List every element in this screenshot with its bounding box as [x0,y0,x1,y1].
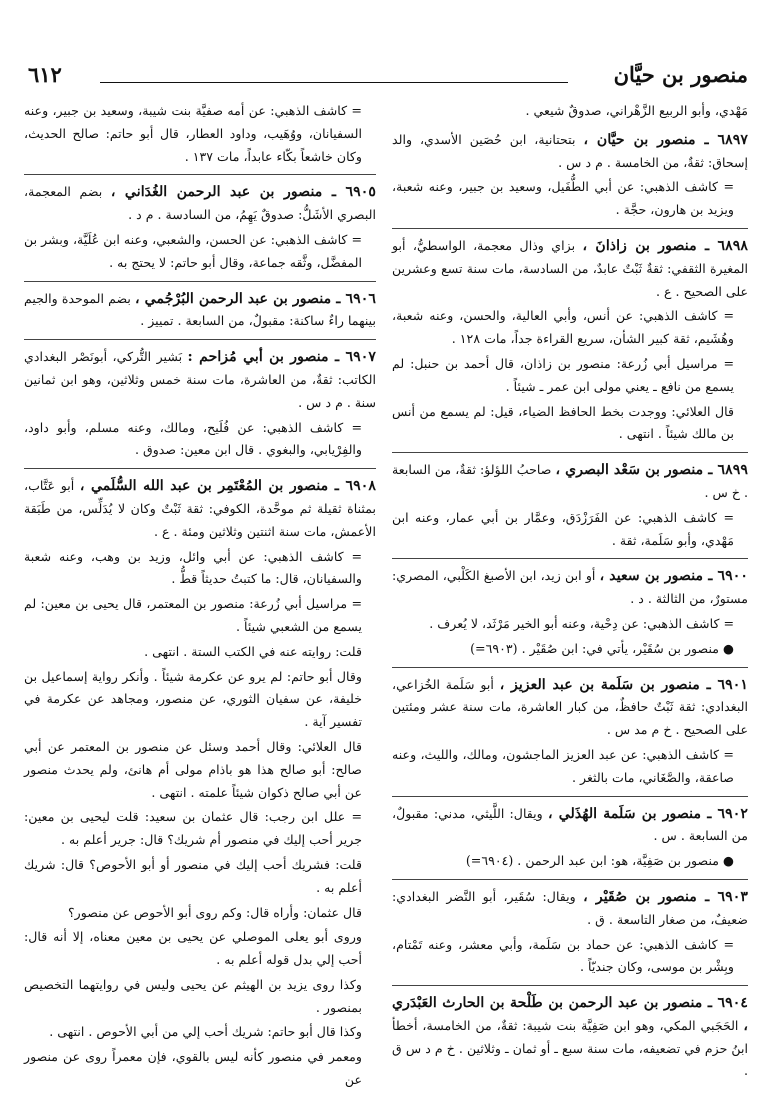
annotation-paragraph: = كاشف الذهبي: عن أمه صفيَّة بنت شيبة، وسعيد بن جبير، وعنه السفيانان، ووُهَيب، وداود العطار، قال أبو حاتم: صالح الحديث، وكان خاشعاً بكّاء عابداً، مات ١٣٧ . [24,103,362,164]
entry-text: صاحبُ اللؤلؤ: ثقةٌ، من السابعة . خ س . [392,462,748,500]
annotation-paragraph: وروى أبو يعلى الموصلي عن يحيى بن معين معناه، إلا أنه قال: أحب إلي بدل قوله أعلم به . [24,929,362,968]
annotation-paragraph: قال العلائي: ووجدت بخط الحافظ الضياء، قيل: لم يسمع من أنس بن مالك شيئاً . انتهى . [392,403,734,442]
annotation-paragraph: قلت: روايته عنه في الكتب الستة . انتهى . [144,643,362,659]
annotation-paragraph: = كاشف الذهبي: عن الحسن، والشعبي، وعنه ابن عُلَيَّة، وبشر بن المفضَّل، وثَّقه جماعة، وقال أبو حاتم: لا يحتج به . [24,231,362,270]
entry-divider [392,879,748,880]
entry-heading: ٦٩٠٥ ـ منصور بن عبد الرحمن الغُدَاني ، [110,184,376,201]
entry-heading: ٦٩٠٣ ـ منصور بن صُقَيْر ، [583,888,748,905]
biography-entry [24,346,376,414]
entry-heading: ٦٨٩٧ ـ منصور بن حيَّان ، [583,131,748,148]
entry-text: ويقال: اللَّيثي، مدني: مقبولٌ، من السابعة . س . [392,805,748,844]
entry-divider [392,558,748,559]
annotation-paragraph: وقال أبو حاتم: لم يرو عن عكرمة شيئاً . وأنكر رواية إسماعيل بن خليفة، عن سفيان الثوري، عن منصور، ومجاهد عن عكرمة في تفسير آية . [24,668,362,730]
page-header [28,62,748,96]
entry-text: بَشير التُّركي، أبونَصْر البغدادي الكاتب: ثقةٌ، من العاشرة، مات سنة خمس وثلاثين، وهو ابن ثمانين سنة . م د س . [24,349,376,410]
biography-entry [392,235,748,303]
biography-entry [392,459,748,505]
right-column [392,100,748,1085]
biography-entry [24,288,376,334]
entry-text: أبو سَلَمة الخُزاعي، البغدادي: ثقة ثَبْتٌ حافظٌ، من كبار العاشرة، مات سنة عشر ومئتين على الصحيح . خ م مد س . [392,676,748,738]
entry-heading: ٦٩٠٠ ـ منصور بن سعيد ، [599,568,748,585]
annotation-paragraph: ● منصور بن صَفِيَّة، هو: ابن عبد الرحمن . (٦٩٠٤=) [465,853,734,869]
entry-heading: ٦٩٠٧ ـ منصور بن أبي مُزاحم : [187,349,376,366]
annotation-paragraph: = مراسيل أبي زُرعة: منصور بن المعتمر، قال يحيى بن معين: لم يسمع من الشعبي شيئاً . [24,596,362,634]
annotation-paragraph: = مراسيل أبي زُرعة: منصور بن زاذان، قال أحمد بن حنبل: لم يسمع من نافع ـ يعني مولى ابن عمر ـ شيئاً . [392,355,734,394]
entry-divider [24,174,376,175]
entry-divider [24,339,376,340]
annotation-paragraph: ومعمر في منصور كأنه ليس بالقوي، فإن معمراً روى عن منصور عن [24,1049,362,1088]
entry-heading: ٦٩٠٤ ـ منصور بن عبد الرحمن بن طَلْحة بن الحارث العَبْدَري ، [392,995,748,1034]
annotation-paragraph: ● منصور بن سُقَيْر، يأتي في: ابن صُقَيْر . (٦٩٠٣=) [470,640,734,656]
entry-text: بضم المعجمة، البصري الأشَلُّ: صدوقٌ يَهِمُ، من السادسة . م د . [24,184,376,223]
entry-divider [392,228,748,229]
annotation-paragraph: = كاشف الذهبي: عن حماد بن سَلَمة، وأبي معشر، وعنه تَمْتام، وبِشْر بن موسى، وكان جنديّاً . [392,936,734,975]
entry-text: بزاي وذال معجمة، الواسطيُّ، أبو المغيرة الثقفي: ثقةٌ ثَبْتٌ عابدٌ، من السادسة، مات سنة تسع وعشرين على الصحيح . ع . [392,237,748,299]
entry-divider [392,796,748,797]
entry-divider [24,468,376,469]
annotation-paragraph: = كاشف الذهبي: عن الفَرَزْدَق، وعمَّار بن أبي عمار، وعنه ابن مَهْدي، وأبو سَلَمة، ثقة . [392,509,734,548]
entry-text: ويقال: سُقَير، أبو النَّضر البغدادي: ضعيفٌ، من صغار التاسعة . ق . [392,888,748,927]
continuation-text: مَهْدي، وأبو الربيع الزَّهْراني، صدوقٌ شيعي . [525,103,748,118]
entry-text: بضم الموحدة والجيم بينهما راءٌ ساكنة: مقبولٌ، من السابعة . تمييز . [24,290,376,329]
entry-heading: ٦٨٩٩ ـ منصور بن سَعْد البصري ، [555,462,748,479]
annotation-paragraph: = كاشف الذهبي: عن أبي وائل، وزيد بن وهب، وعنه شعبة والسفيانان، قال: ما كتبتُ حديثاً قطُّ . [24,548,362,587]
annotation-paragraph: وكذا روى يزيد بن الهيثم عن يحيى وليس في روايتهما التخصيص بمنصور . [24,976,362,1015]
entry-text: أبو عَتَّاب، بمثناة ثقيلة ثم موحَّدة، الكوفي: ثقة ثَبْتٌ وكان لا يُدَلِّس، من طَبَقة الأعمش، مات سنة اثنتين وثلاثين ومئة . ع . [24,478,376,539]
running-title: منصور بن حيَّان [613,62,748,87]
entry-heading: ٦٩٠١ ـ منصور بن سَلَمة بن عبد العزيز ، [499,676,748,693]
biography-entry [392,565,748,611]
annotation-paragraph: = كاشف الذهبي: عن عبد العزيز الماجشون، ومالك، والليث، وعنه صاعقة، والصَّغَاني، مات بالثغر . [392,746,734,785]
entry-heading: ٦٩٠٨ ـ منصور بن المُعْتَمِر بن عبد الله السُّلَمي ، [79,478,376,495]
biography-entry [392,886,748,932]
biography-entry [392,992,748,1083]
annotation-paragraph: = كاشف الذهبي: عن أنس، وأبي العالية، والحسن، وعنه شعبة، وهُشَيم، ثقة كبير الشأن، سريع القراءة جداً، مات ١٢٨ . [392,308,734,347]
entry-divider [392,985,748,986]
biography-entry [392,674,748,742]
page-number: ٦١٢ [28,62,62,87]
annotation-paragraph: قال العلائي: وقال أحمد وسئل عن منصور بن المعتمر عن أبي صالح: أبو صالح هذا هو باذام مولى أم هانئ، ولم يحدث منصور عن أبي صالح ذكوان شيئاً علمته . انتهى . [24,738,362,800]
entry-heading: ٦٩٠٢ ـ منصور بن سَلَمة الهُذَلي ، [547,805,748,822]
biography-entry [392,129,748,175]
annotation-paragraph: = علل ابن رجب: قال عثمان بن سعيد: قلت ليحيى بن معين: جرير أحب إليك في منصور أم شريك؟ قال: جرير أعلم به . [24,809,362,848]
header-rule [100,82,568,83]
entry-text: بتحتانية، ابن حُصَين الأسدي، والد إسحاق: ثقةٌ، من الخامسة . م د س . [392,131,748,170]
entry-divider [392,452,748,453]
annotation-paragraph: = كاشف الذهبي: عن أبي الطُّفَيل، وسعيد بن جبير، وعنه شعبة، ويزيد بن هارون، حجَّة . [392,179,734,218]
entry-divider [24,281,376,282]
entry-text: الحَجَبي المكي، وهو ابن صَفِيَّة بنت شيبة: ثقةٌ، من الخامسة، أخطأ ابنُ حزم في تضعيفه، مات سنة سبع ـ أو ثمان ـ وثلاثين . خ م د س ق . [392,1017,748,1079]
biography-entry [24,181,376,227]
annotation-paragraph: قلت: فشريك أحب إليك في منصور أو أبو الأحوص؟ قال: شريك أعلم به . [24,856,362,895]
annotation-paragraph: = كاشف الذهبي: عن دِحْية، وعنه أبو الخير مَرْثَد، لا يُعرف . [429,615,734,631]
entry-divider [392,667,748,668]
entry-heading: ٦٨٩٨ ـ منصور بن زاذانَ ، [582,237,748,254]
annotation-paragraph: وكذا قال أبو حاتم: شريك أحب إلي من أبي الأحوص . انتهى . [49,1024,362,1040]
entry-text: أو ابن زيد، ابن الأصبغ الكَلْبي، المصري: مستورٌ، من الثالثة . د . [392,568,748,607]
annotation-paragraph: قال عثمان: وأراه قال: وكم روى أبو الأحوص عن منصور؟ [68,904,362,920]
biography-entry [392,803,748,849]
entry-heading: ٦٩٠٦ ـ منصور بن عبد الرحمن البُرْجُمي ، [135,290,376,307]
annotation-paragraph: = كاشف الذهبي: عن فُلَيح، ومالك، وعنه مسلم، وأبو داود، والفِرْيابي، والبغوي . قال ابن معين: صدوق . [24,419,362,458]
left-column [24,100,376,1094]
biography-entry [24,475,376,543]
